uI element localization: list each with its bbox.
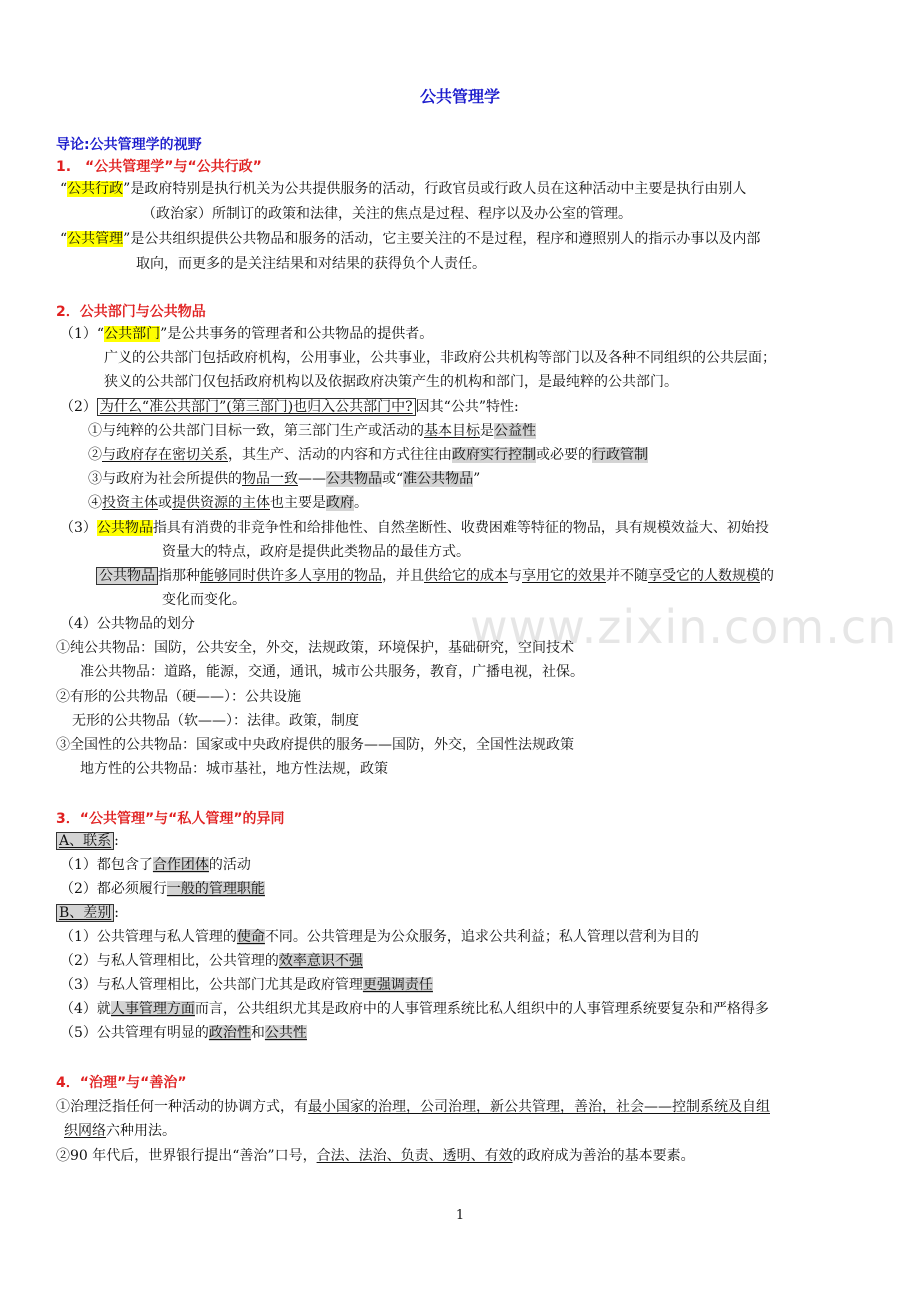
s3-b-5: （5）公共管理有明显的政治性和公共性 xyxy=(60,1025,307,1041)
s2-division-2: ②有形的公共物品（硬——）：公共设施 xyxy=(56,689,301,705)
s3-a-1: （1）都包含了合作团体的活动 xyxy=(60,857,251,873)
page-number: 1 xyxy=(455,1208,465,1223)
s3-b-1: （1）公共管理与私人管理的使命不同。公共管理是为公众服务，追求公共利益；私人管理以营利为目的 xyxy=(60,929,699,945)
boxed-question: 为什么“准公共部门”(第三部门)也归入公共部门中? xyxy=(97,398,416,416)
s2-item-3b-line-2: 变化而变化。 xyxy=(162,592,246,608)
s2-division-3: ③全国性的公共物品：国家或中央政府提供的服务——国防，外交，全国性法规政策 xyxy=(56,737,574,753)
s2-item-2: （2） 为什么“准公共部门”(第三部门)也归入公共部门中? 因其“公共”特性: xyxy=(60,399,519,415)
s2-item-2-point-2: ②与政府存在密切关系，其生产、活动的内容和方式往往由政府实行控制或必要的行政管制 xyxy=(88,447,648,463)
s2-item-3: （3）公共物品指具有消费的非竞争性和给排他性、自然垄断性、收费困难等特征的物品，具有规模效益大、初始投 xyxy=(60,520,769,536)
section-1-heading: 1. “公共管理学”与“公共行政” xyxy=(56,159,262,175)
term-public-goods: 公共物品 xyxy=(96,520,153,536)
s2-item-2-point-1: ①与纯粹的公共部门目标一致，第三部门生产或活动的基本目标是公益性 xyxy=(88,423,536,439)
s2-division-1b: 准公共物品：道路，能源，交通，通讯，城市公共服务，教育，广播电视，社保。 xyxy=(80,664,584,680)
intro-heading: 导论:公共管理学的视野 xyxy=(56,137,202,153)
s4-para-1-line-1: ①治理泛指任何一种活动的协调方式，有最小国家的治理，公司治理，新公共管理，善治，社会——控制系统及自组 xyxy=(56,1099,770,1115)
s2-division-2b: 无形的公共物品（软——）：法律。政策，制度 xyxy=(72,713,359,729)
s3-part-b-label: B、差别 : xyxy=(56,902,119,924)
term-public-administration: 公共行政 xyxy=(67,181,124,197)
s2-item-1-broad: 广义的公共部门包括政府机构，公用事业，公共事业，非政府公共机构等部门以及各种不同组织的公共层面； xyxy=(104,350,776,366)
s1-para-1-line-2: （政治家）所制订的政策和法律，关注的焦点是过程、程序以及办公室的管理。 xyxy=(142,206,632,222)
s2-item-1-narrow: 狭义的公共部门仅包括政府机构以及依据政府决策产生的机构和部门，是最纯粹的公共部门。 xyxy=(104,374,678,390)
s2-item-1: （1）“公共部门”是公共事务的管理者和公共物品的提供者。 xyxy=(60,326,434,342)
s2-item-3b: 公共物品 指那种能够同时供许多人享用的物品，并且供给它的成本与享用它的效果并不随享受它的人数规模的 xyxy=(96,565,774,587)
s3-b-2: （2）与私人管理相比，公共管理的效率意识不强 xyxy=(60,953,363,969)
section-2-heading: 2．公共部门与公共物品 xyxy=(56,304,206,320)
s3-a-2: （2）都必须履行一般的管理职能 xyxy=(60,881,265,897)
s4-para-2: ②90 年代后，世界银行提出“善治”口号，合法、法治、负责、透明、有效的政府成为善治的基本要素。 xyxy=(56,1148,695,1164)
watermark: www.zixin.com.cn xyxy=(470,600,898,654)
s2-division-1: ①纯公共物品：国防，公共安全，外交，法规政策，环境保护，基础研究，空间技术 xyxy=(56,640,574,656)
s2-item-2-point-4: ④投资主体或提供资源的主体也主要是政府。 xyxy=(88,495,368,511)
term-public-management: 公共管理 xyxy=(67,231,124,247)
section-3-heading: 3．“公共管理”与“私人管理”的异同 xyxy=(56,811,285,827)
s2-item-2-point-3: ③与政府为社会所提供的物品一致——公共物品或“准公共物品” xyxy=(88,471,481,487)
s1-para-2-line-2: 取向，而更多的是关注结果和对结果的获得负个人责任。 xyxy=(136,256,486,272)
s2-division-3b: 地方性的公共物品：城市基社，地方性法规，政策 xyxy=(80,761,388,777)
s1-para-2-line-1: “公共管理”是公共组织提供公共物品和服务的活动，它主要关注的不是过程，程序和遵照别人的指示办事以及内部 xyxy=(60,231,761,247)
s4-para-1-line-2: 织网络六种用法。 xyxy=(64,1123,176,1139)
s3-part-a-label: A、联系 : xyxy=(56,830,119,852)
s2-item-4: （4）公共物品的划分 xyxy=(60,616,195,632)
s3-b-4: （4）就人事管理方面而言，公共组织尤其是政府中的人事管理系统比私人组织中的人事管理系统要复杂和严格得多 xyxy=(60,1001,769,1017)
boxed-term-public-goods: 公共物品 xyxy=(96,567,158,585)
s1-para-1-line-1: “公共行政”是政府特别是执行机关为公共提供服务的活动，行政官员或行政人员在这种活动中主要是执行由别人 xyxy=(60,181,747,197)
term-public-sector: 公共部门 xyxy=(104,326,161,342)
page-title: 公共管理学 xyxy=(419,87,500,106)
section-4-heading: 4．“治理”与“善治” xyxy=(56,1075,187,1091)
s3-b-3: （3）与私人管理相比，公共部门尤其是政府管理更强调责任 xyxy=(60,977,433,993)
s2-item-3-line-2: 资量大的特点，政府是提供此类物品的最佳方式。 xyxy=(162,544,470,560)
